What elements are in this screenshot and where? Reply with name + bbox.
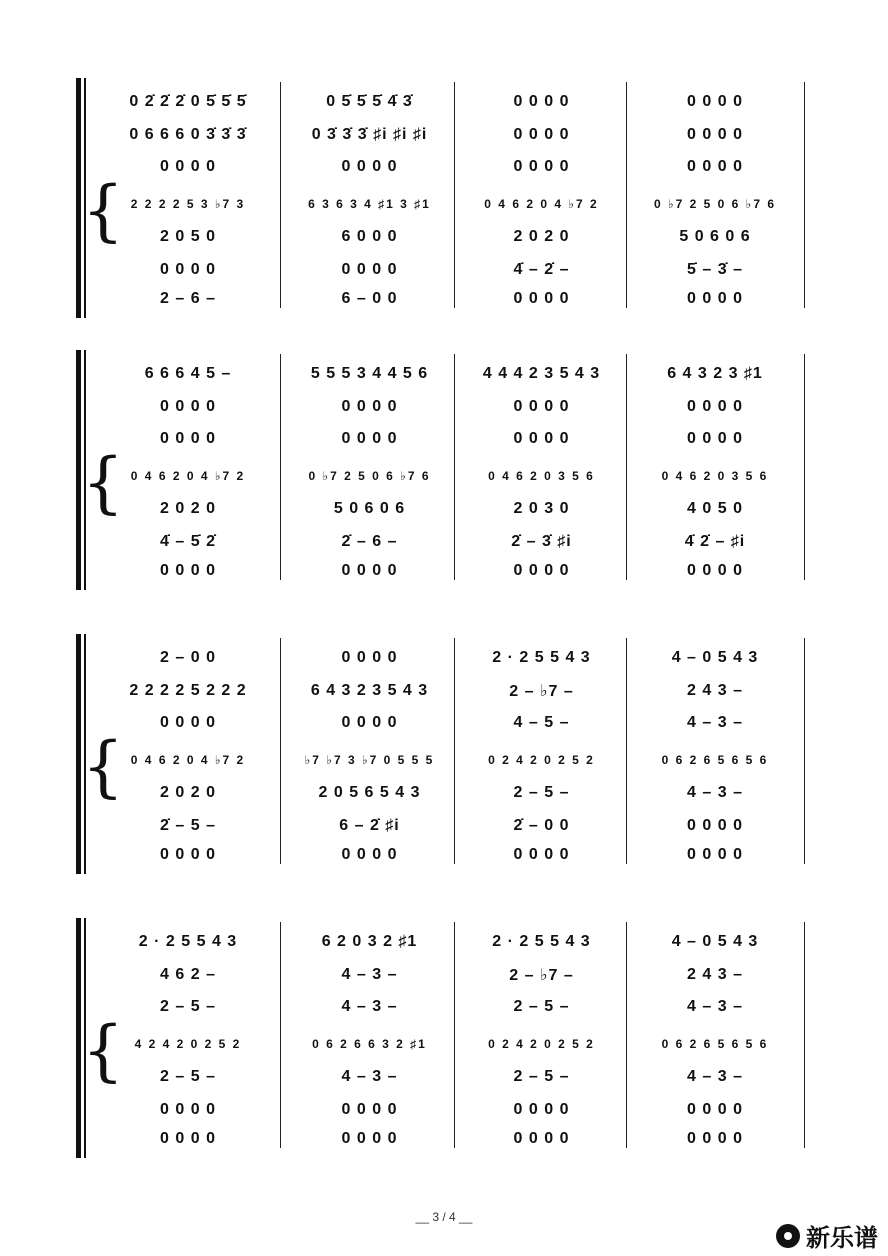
measure (98, 289, 278, 309)
measure (459, 532, 624, 552)
measure (288, 1129, 451, 1149)
site-logo (776, 1218, 878, 1253)
measure-notes: 4̇ 2̇ – ♯i (684, 533, 746, 550)
measure-notes: 2 – 5 – (513, 784, 570, 801)
measure-notes: 0 0 0 0 (341, 562, 398, 579)
measure (288, 466, 451, 486)
measure-notes: 0 0 0 0 (160, 261, 216, 278)
measure-notes: 0 0 0 0 (341, 846, 398, 863)
measure (288, 364, 451, 384)
measure (459, 157, 624, 177)
measure-notes: 0 4 6 2 0 4 ♭7 2 (130, 753, 246, 767)
measure-notes: 2 0 2 0 (513, 228, 570, 245)
staff-row (76, 713, 816, 733)
measure (632, 997, 798, 1017)
measure-notes: 0 0 0 0 (341, 158, 398, 175)
measure-notes: 0 0 0 0 (341, 398, 398, 415)
measure (459, 92, 624, 112)
staff-row (76, 260, 816, 280)
measure (632, 1067, 798, 1087)
measure-notes: 4 – 3 – (687, 998, 743, 1015)
measure-notes: 2 0 2 0 (160, 500, 216, 517)
measure (459, 783, 624, 803)
staff-row (76, 681, 816, 701)
measure-notes: 0 0 0 0 (687, 398, 743, 415)
measure-notes: 0 0 0 0 (341, 261, 398, 278)
measure (632, 397, 798, 417)
measure-notes: 0 0 0 0 (687, 846, 743, 863)
measure (288, 1067, 451, 1087)
measure (632, 499, 798, 519)
measure (98, 466, 278, 486)
measure-notes: 0 0 0 0 (160, 430, 216, 447)
measure (459, 289, 624, 309)
measure-notes: 0 4 6 2 0 4 ♭7 2 (484, 197, 599, 211)
measure (288, 965, 451, 985)
measure (98, 397, 278, 417)
score-system (76, 354, 816, 590)
measure-notes: 2 – 5 – (513, 1068, 570, 1085)
measure (459, 816, 624, 836)
measure (632, 466, 798, 486)
measure (632, 713, 798, 733)
measure-notes: 4 0 5 0 (687, 500, 743, 517)
measure (98, 125, 278, 145)
measure-notes: 2 2 2 2 5 3 ♭7 3 (130, 197, 246, 211)
record-disc-icon (776, 1224, 800, 1248)
measure-notes: 0 0 0 0 (687, 126, 743, 143)
measure (632, 932, 798, 952)
measure (459, 397, 624, 417)
measure-notes: 0 0 0 0 (687, 430, 743, 447)
measure (288, 932, 451, 952)
measure (459, 845, 624, 865)
measure-notes: 0 2 4 2 0 2 5 2 (488, 1037, 595, 1051)
measure-notes: 2 – ♭7 – (509, 683, 574, 700)
measure (459, 713, 624, 733)
measure-notes: 0 2 4 2 0 2 5 2 (488, 753, 595, 767)
measure (632, 364, 798, 384)
measure-notes: 0 0 0 0 (160, 158, 216, 175)
measure-notes: 2 4 3 – (687, 682, 743, 699)
measure (288, 125, 451, 145)
measure-notes: 0 5̇ 5̇ 5̇ 4̇ 3̇ (326, 93, 413, 110)
measure (459, 194, 624, 214)
measure-notes: 2 · 2 5 5 4 3 (492, 649, 591, 666)
staff-row (76, 845, 816, 865)
measure (288, 816, 451, 836)
measure-notes: 2̇ – 3̇ ♯i (511, 533, 572, 550)
staff-row (76, 194, 816, 214)
staff-row (76, 750, 816, 770)
measure (632, 1034, 798, 1054)
measure-notes: 0 4 6 2 0 3 5 6 (488, 469, 595, 483)
measure (288, 397, 451, 417)
measure-notes: 2̇ – 5 – (160, 817, 216, 834)
measure-notes: 4 – 0 5 4 3 (671, 649, 759, 666)
piano-brace: { (82, 172, 124, 249)
measure (632, 965, 798, 985)
measure (632, 783, 798, 803)
score-system (76, 82, 816, 318)
staff-row (76, 466, 816, 486)
measure (98, 1067, 278, 1087)
measure (98, 965, 278, 985)
measure-notes: 2 – 0 0 (160, 649, 216, 666)
staff-row (76, 783, 816, 803)
measure-notes: 4 – 3 – (341, 966, 398, 983)
staff-row (76, 1129, 816, 1149)
measure-notes: 0 0 0 0 (687, 93, 743, 110)
measure-notes: 2 · 2 5 5 4 3 (138, 933, 238, 950)
measure-notes: 6 6 6 4 5 – (144, 365, 232, 382)
measure-notes: 2 0 2 0 (160, 784, 216, 801)
measure (288, 1034, 451, 1054)
measure (459, 648, 624, 668)
measure (288, 681, 451, 701)
measure (459, 1067, 624, 1087)
measure-notes: 2̇ – 6 – (341, 533, 398, 550)
measure-notes: 0 0 0 0 (513, 126, 570, 143)
measure (288, 227, 451, 247)
measure-notes: 4 – 3 – (341, 998, 398, 1015)
measure-notes: 0 0 0 0 (513, 430, 570, 447)
measure (632, 816, 798, 836)
score-system (76, 638, 816, 874)
measure (98, 499, 278, 519)
measure (98, 997, 278, 1017)
staff-row (76, 289, 816, 309)
measure-notes: 4 – 3 – (687, 1068, 743, 1085)
measure (459, 561, 624, 581)
measure (459, 965, 624, 985)
measure-notes: 5 5 5 3 4 4 5 6 (310, 365, 429, 382)
measure-notes: 0 0 0 0 (513, 398, 570, 415)
measure-notes: ♭7 ♭7 3 ♭7 0 5 5 5 (304, 753, 435, 767)
measure-notes: 2 · 2 5 5 4 3 (492, 933, 591, 950)
measure-notes: 6 3 6 3 4 ♯1 3 ♯1 (308, 197, 431, 211)
measure (459, 499, 624, 519)
measure-notes: 4 – 3 – (341, 1068, 398, 1085)
staff-row (76, 157, 816, 177)
measure-notes: 2̇ – 0 0 (513, 817, 570, 834)
measure-notes: 2 – 5 – (160, 998, 216, 1015)
measure (632, 194, 798, 214)
measure-notes: 0 0 0 0 (160, 1101, 216, 1118)
measure-notes: 2 – 5 – (513, 998, 570, 1015)
measure-notes: 4 6 2 – (160, 966, 216, 983)
measure-notes: 0 0 0 0 (513, 290, 570, 307)
measure (459, 260, 624, 280)
piano-brace: { (82, 1012, 124, 1089)
page-number: __ 3 / 4 __ (415, 1210, 473, 1224)
measure (98, 783, 278, 803)
measure-notes: 2 0 3 0 (513, 500, 570, 517)
staff-row (76, 1034, 816, 1054)
staff-row (76, 125, 816, 145)
measure-notes: 0 0 0 0 (687, 158, 743, 175)
measure-notes: 2 – 5 – (160, 1068, 216, 1085)
measure-notes: 0 0 0 0 (160, 562, 216, 579)
measure-notes: 0 0 0 0 (513, 93, 570, 110)
logo-text: 新乐谱 (806, 1224, 878, 1252)
measure (288, 783, 451, 803)
measure (632, 648, 798, 668)
measure (459, 997, 624, 1017)
measure-notes: 2 – ♭7 – (509, 967, 574, 984)
measure-notes: 6 2 0 3 2 ♯1 (321, 933, 418, 950)
measure-notes: 0 4 6 2 0 3 5 6 (661, 469, 769, 483)
measure (632, 750, 798, 770)
measure (632, 260, 798, 280)
measure (98, 932, 278, 952)
measure (98, 1129, 278, 1149)
staff-row (76, 965, 816, 985)
measure (98, 1100, 278, 1120)
measure (98, 532, 278, 552)
measure-notes: 0 0 0 0 (687, 290, 743, 307)
measure-notes: 2 – 6 – (160, 290, 216, 307)
measure-notes: 0 2̇ 2̇ 2̇ 0 5̇ 5̇ 5̇ (129, 93, 247, 110)
staff-row (76, 364, 816, 384)
measure (98, 681, 278, 701)
measure (459, 364, 624, 384)
measure-notes: 4 – 0 5 4 3 (671, 933, 759, 950)
measure-notes: 4 4 4 2 3 5 4 3 (482, 365, 601, 382)
measure (632, 845, 798, 865)
measure (459, 750, 624, 770)
measure (288, 648, 451, 668)
measure (632, 532, 798, 552)
measure-notes: 4 – 3 – (687, 714, 743, 731)
measure-notes: 4 – 5 – (513, 714, 570, 731)
measure (98, 157, 278, 177)
measure-notes: 2 4 3 – (687, 966, 743, 983)
measure (459, 1129, 624, 1149)
measure (98, 713, 278, 733)
measure-notes: 0 0 0 0 (341, 649, 398, 666)
staff-row (76, 227, 816, 247)
measure (459, 429, 624, 449)
staff-row (76, 532, 816, 552)
measure-notes: 0 0 0 0 (160, 1130, 216, 1147)
measure (98, 429, 278, 449)
measure (98, 227, 278, 247)
staff-row (76, 932, 816, 952)
measure-notes: 4̇ – 5̇ 2̇ (160, 533, 216, 550)
measure-notes: 0 0 0 0 (513, 1101, 570, 1118)
measure (288, 429, 451, 449)
measure (632, 289, 798, 309)
staff-row (76, 429, 816, 449)
measure-notes: 0 6 6 6 0 3̇ 3̇ 3̇ (129, 126, 247, 143)
measure-notes: 0 4 6 2 0 4 ♭7 2 (130, 469, 246, 483)
measure (459, 1100, 624, 1120)
staff-row (76, 561, 816, 581)
measure (632, 1129, 798, 1149)
measure (98, 561, 278, 581)
measure (288, 260, 451, 280)
piano-brace: { (82, 728, 124, 805)
measure-notes: 0 0 0 0 (341, 1101, 398, 1118)
measure (459, 125, 624, 145)
measure (288, 1100, 451, 1120)
measure-notes: 0 0 0 0 (513, 846, 570, 863)
measure (288, 499, 451, 519)
measure-notes: 0 0 0 0 (687, 817, 743, 834)
measure-notes: 2 2 2 2 5 2 2 2 (129, 682, 247, 699)
measure (632, 561, 798, 581)
measure (288, 845, 451, 865)
measure-notes: 2 0 5 0 (160, 228, 216, 245)
measure-notes: 0 0 0 0 (687, 1130, 743, 1147)
measure-notes: 0 0 0 0 (160, 398, 216, 415)
measure-notes: 0 0 0 0 (341, 714, 398, 731)
measure (288, 750, 451, 770)
measure-notes: 0 0 0 0 (513, 1130, 570, 1147)
staff-row (76, 92, 816, 112)
measure (98, 1034, 278, 1054)
staff-row (76, 648, 816, 668)
measure-notes: 0 6 2 6 6 3 2 ♯1 (312, 1037, 427, 1051)
measure (459, 681, 624, 701)
measure (288, 289, 451, 309)
staff-row (76, 997, 816, 1017)
measure-notes: 5̇ – 3̇ – (687, 261, 743, 278)
measure (632, 92, 798, 112)
measure-notes: 6 4 3 2 3 5 4 3 (310, 682, 429, 699)
measure (98, 260, 278, 280)
measure (459, 227, 624, 247)
measure (632, 681, 798, 701)
measure (632, 429, 798, 449)
measure-notes: 5 0 6 0 6 (333, 500, 406, 517)
measure-notes: 4 – 3 – (687, 784, 743, 801)
staff-row (76, 816, 816, 836)
measure (288, 713, 451, 733)
measure (98, 845, 278, 865)
measure (288, 157, 451, 177)
measure-notes: 6 – 0 0 (341, 290, 398, 307)
measure-notes: 4̇ – 2̇ – (513, 261, 570, 278)
measure-notes: 0 0 0 0 (513, 158, 570, 175)
measure-notes: 0 0 0 0 (160, 846, 216, 863)
staff-row (76, 499, 816, 519)
measure (98, 816, 278, 836)
measure (632, 227, 798, 247)
piano-brace: { (82, 444, 124, 521)
measure (632, 1100, 798, 1120)
measure (459, 466, 624, 486)
measure-notes: 0 0 0 0 (513, 562, 570, 579)
measure (288, 561, 451, 581)
measure (632, 157, 798, 177)
staff-row (76, 397, 816, 417)
measure-notes: 0 6 2 6 5 6 5 6 (661, 753, 769, 767)
measure (459, 932, 624, 952)
measure (98, 648, 278, 668)
measure-notes: 6 – 2̇ ♯i (339, 817, 400, 834)
measure (288, 92, 451, 112)
measure-notes: 4 2 4 2 0 2 5 2 (134, 1037, 242, 1051)
measure (288, 194, 451, 214)
measure-notes: 0 0 0 0 (341, 1130, 398, 1147)
measure-notes: 0 0 0 0 (687, 1101, 743, 1118)
measure-notes: 0 0 0 0 (341, 430, 398, 447)
measure (288, 997, 451, 1017)
measure (288, 532, 451, 552)
measure (98, 750, 278, 770)
measure-notes: 6 0 0 0 (341, 228, 398, 245)
measure (98, 194, 278, 214)
score-system (76, 922, 816, 1158)
measure-notes: 0 ♭7 2 5 0 6 ♭7 6 (653, 197, 777, 211)
staff-row (76, 1067, 816, 1087)
measure (459, 1034, 624, 1054)
measure-notes: 0 0 0 0 (687, 562, 743, 579)
measure-notes: 0 ♭7 2 5 0 6 ♭7 6 (308, 469, 431, 483)
measure-notes: 6 4 3 2 3 ♯1 (667, 365, 763, 382)
measure (98, 364, 278, 384)
measure (632, 125, 798, 145)
measure (98, 92, 278, 112)
staff-row (76, 1100, 816, 1120)
measure-notes: 0 0 0 0 (160, 714, 216, 731)
measure-notes: 0 6 2 6 5 6 5 6 (661, 1037, 769, 1051)
measure-notes: 0 3̇ 3̇ 3̇ ♯i ♯i ♯i (311, 126, 428, 143)
measure-notes: 5 0 6 0 6 (679, 228, 751, 245)
measure-notes: 2 0 5 6 5 4 3 (318, 784, 421, 801)
